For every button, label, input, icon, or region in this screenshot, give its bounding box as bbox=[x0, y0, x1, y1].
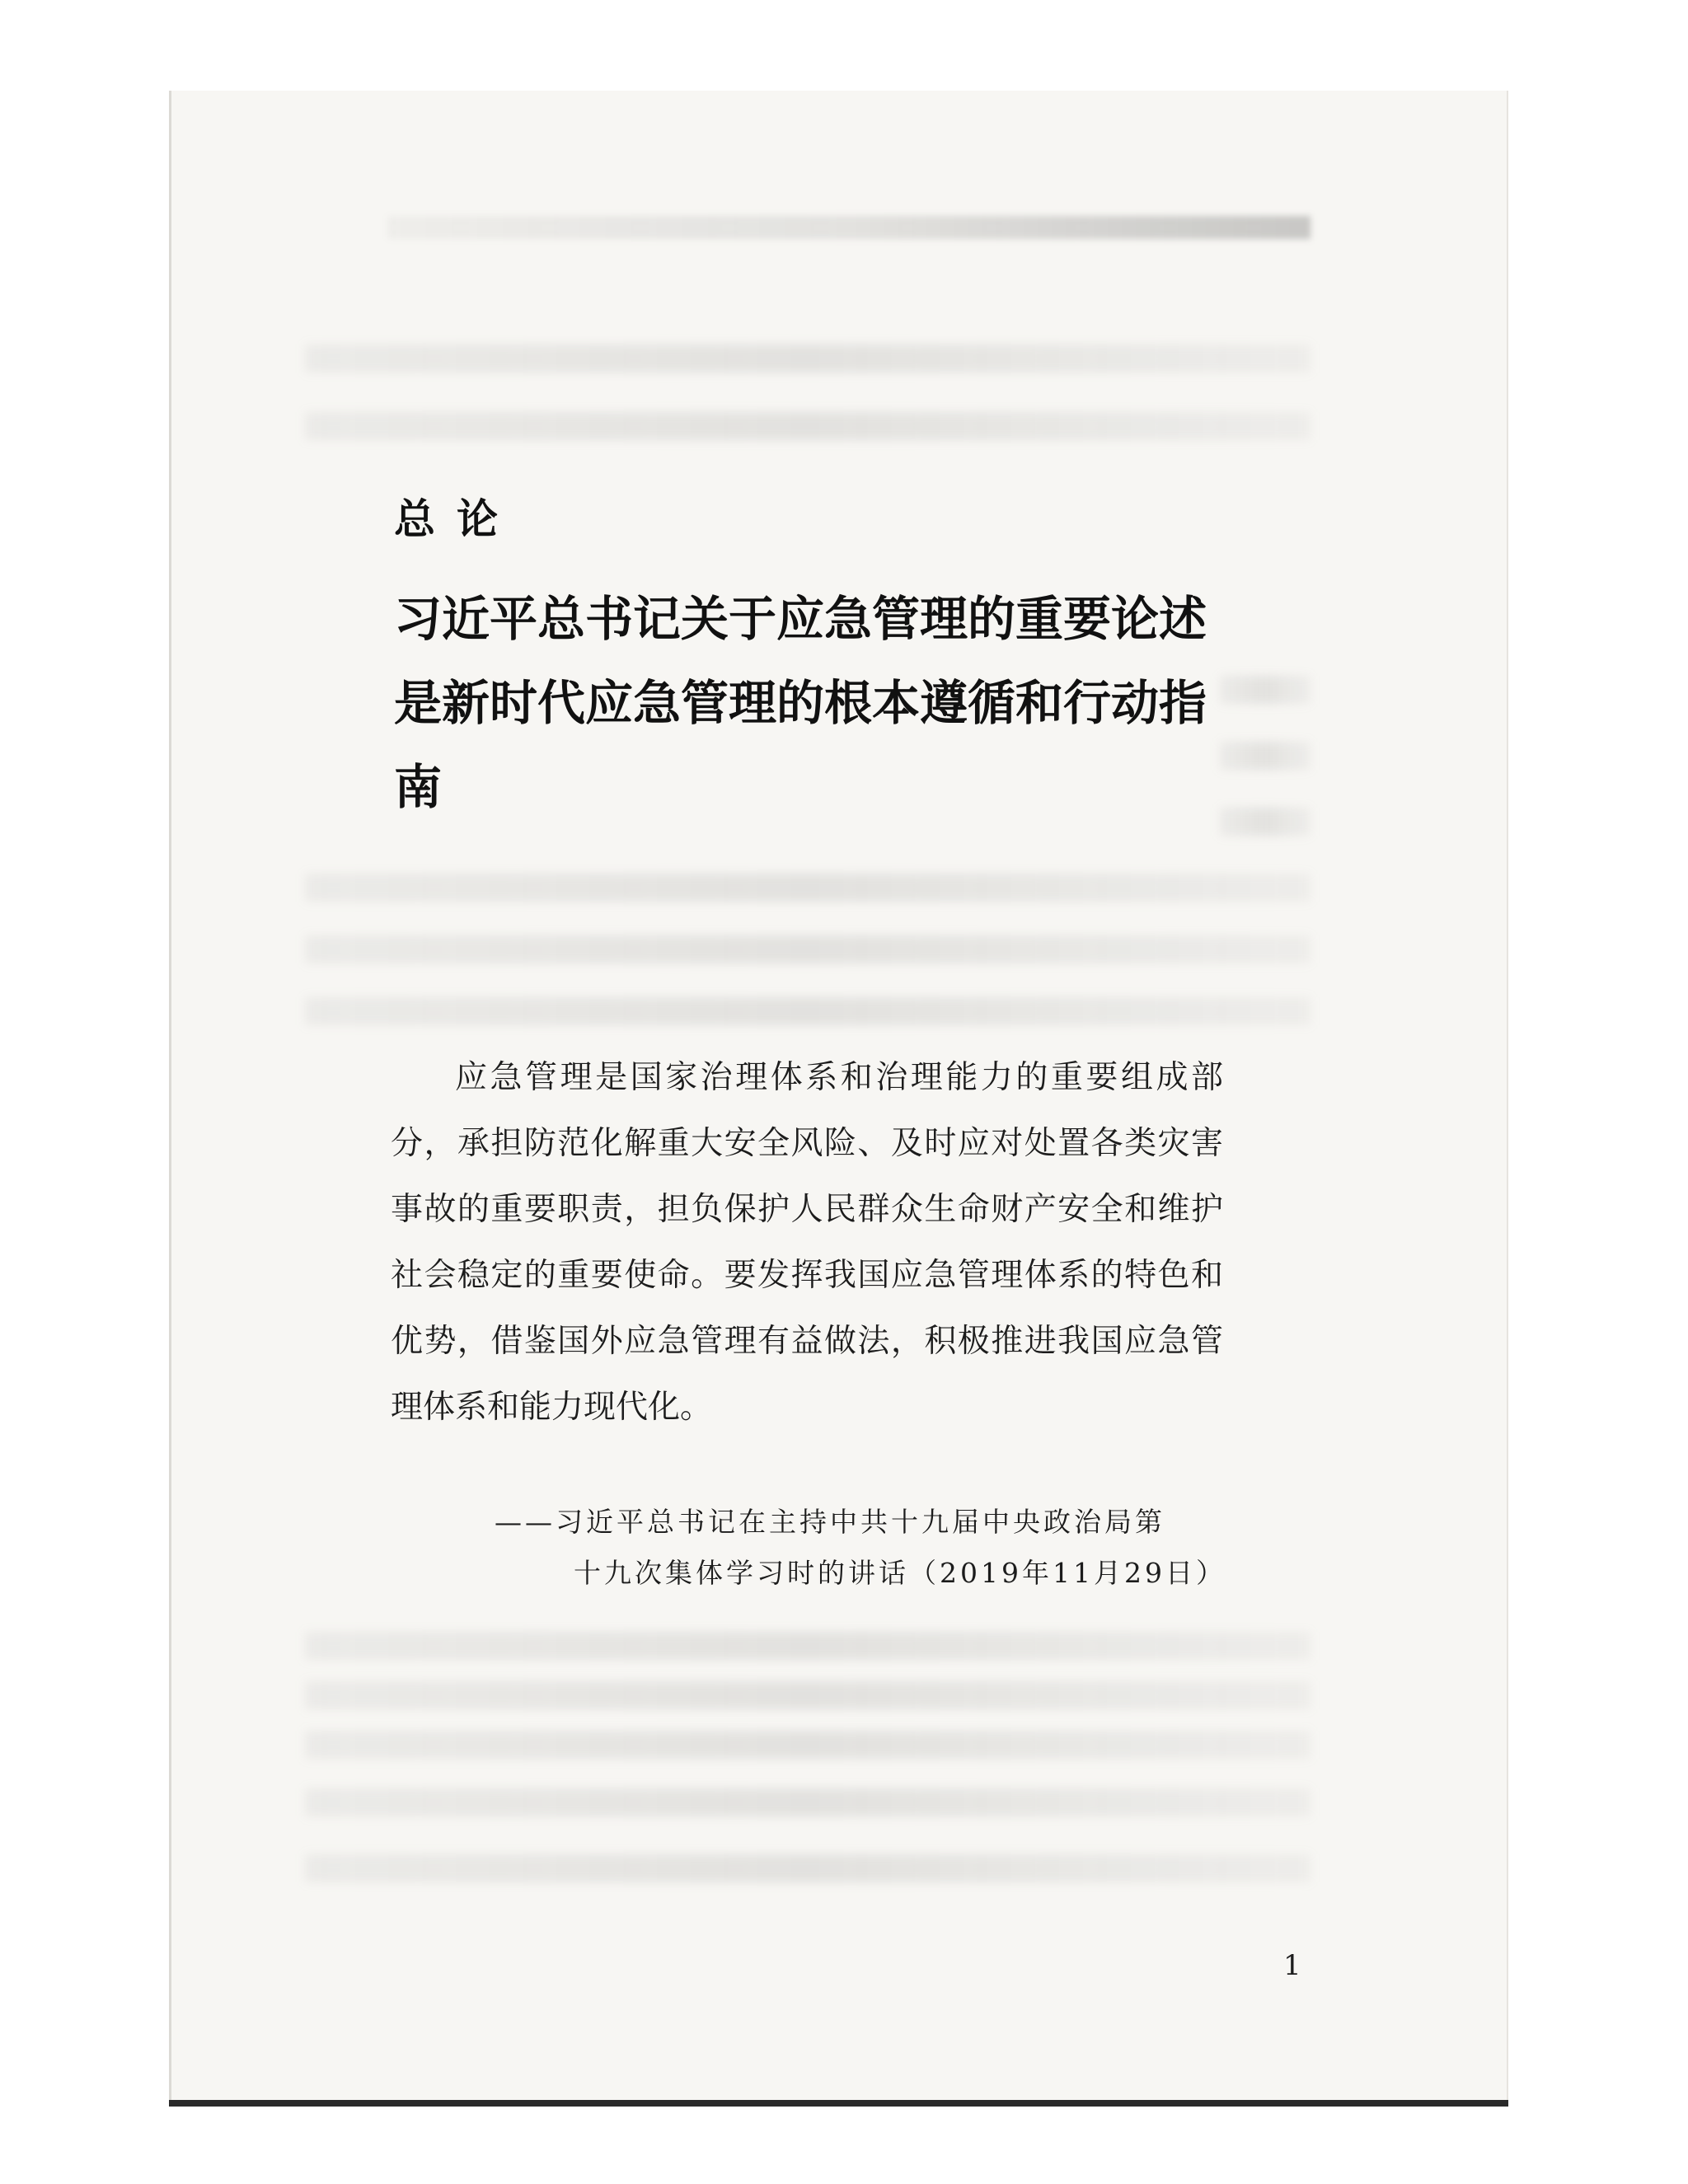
bleedthrough-line bbox=[305, 1788, 1311, 1816]
bleedthrough-line bbox=[305, 1854, 1311, 1882]
bleedthrough-line bbox=[305, 1632, 1311, 1660]
bleedthrough-line bbox=[305, 1681, 1311, 1709]
quote-attribution bbox=[495, 1497, 1226, 1599]
attribution-line-1: ——习近平总书记在主持中共十九届中央政治局第 bbox=[495, 1506, 1165, 1538]
bleedthrough-line bbox=[305, 997, 1311, 1025]
bleedthrough-line bbox=[305, 874, 1311, 902]
bleedthrough-line bbox=[305, 1731, 1311, 1759]
quote-paragraph: 应急管理是国家治理体系和治理能力的重要组成部分，承担防范化解重大安全风险、及时应对处置各类灾害事故的重要职责，担负保护人民群众生命财产安全和维护社会稳定的重要使命。要发挥我国应急管理体系的特色和优势，借鉴国外应急管理有益做法，积极推进我国应急管理体系和能力现代化。 bbox=[391, 1059, 1223, 1426]
bleedthrough-line bbox=[305, 344, 1311, 373]
chapter-title: 习近平总书记关于应急管理的重要论述是新时代应急管理的根本遵循和行动指南 bbox=[394, 591, 1207, 815]
bleedthrough-line bbox=[305, 935, 1311, 963]
running-header-bleedthrough bbox=[387, 216, 1311, 239]
bleedthrough-line bbox=[305, 412, 1311, 440]
section-label: 总论 bbox=[394, 495, 519, 543]
page-edge-shadow bbox=[169, 2100, 1508, 2107]
page-number: 1 bbox=[1283, 1949, 1301, 1982]
attribution-line-2: 十九次集体学习时的讲话（2019年11月29日） bbox=[574, 1557, 1226, 1589]
